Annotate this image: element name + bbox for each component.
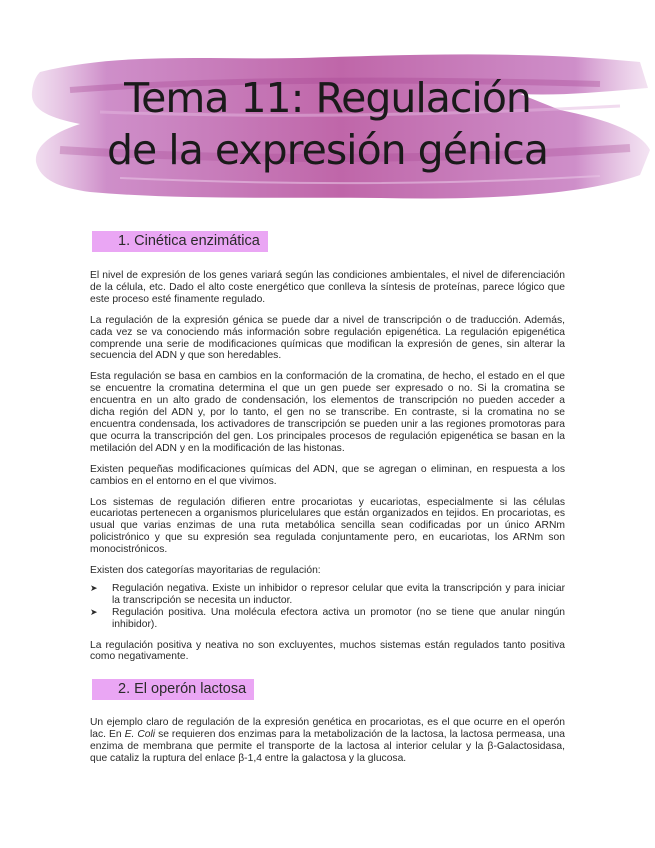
list-item xyxy=(90,583,565,607)
title-line-1: Tema 11: Regulación xyxy=(124,74,531,122)
page-title xyxy=(0,72,655,176)
list-item-text: Regulación negativa. Existe un inhibidor o represor celular que evita la transcripción y para iniciar la transcripción se necesita un inductor. xyxy=(112,582,565,606)
section-heading-1: 1. Cinética enzimática xyxy=(92,231,268,252)
paragraph: Los sistemas de regulación difieren entre procariotas y eucariotas, especialmente si las células eucariotas pertenecen a organismos pluricelulares que están organizados en tejidos. En procariotas, es usual que varias enzimas de una ruta metabólica sencilla sean codificadas por un único ARNm policistrónico y que su expresión sea regulada conjuntamente pero, en eucariotas, los ARNm son monocistrónicos. xyxy=(90,496,565,556)
paragraph-text: se requieren dos enzimas para la metabolización de la lactosa, la lactosa permeasa, una enzima de membrana que permite el transporte de la lactosa al interior celular y la β-Galactosidasa, que cataliz la ruptura del enlace β-1,4 entre la galactosa y la glucosa. xyxy=(90,728,566,764)
paragraph xyxy=(90,717,565,765)
list-item xyxy=(90,607,565,631)
paragraph: Existen pequeñas modificaciones químicas del ADN, que se agregan o eliminan, en respuesta a los cambios en el entorno en el que vivimos. xyxy=(90,463,565,487)
list-item-text: Regulación positiva. Una molécula efectora activa un promotor (no se tiene que anular ningún inhibidor). xyxy=(112,606,565,630)
paragraph: Esta regulación se basa en cambios en la conformación de la cromatina, de hecho, el estado en el que se encuentre la cromatina determina el que un gen puede ser expresado o no. Si la cromatina se encuentra en un alto grado de condensación, los elementos de transcripción no pueden acceder a dicha región del ADN y, por lo tanto, el gen no se transcribe. En contraste, si la cromatina no se encuentra condensada, los activadores de transcripción se pueden unir a las regiones promotoras para que ocurra la transcripción del gen. Los principales procesos de regulación epigenética se basan en la metilación del ADN y en la modificación de las histonas. xyxy=(90,371,565,454)
section-heading-2: 2. El operón lactosa xyxy=(92,679,254,700)
paragraph: Existen dos categorías mayoritarias de regulación: xyxy=(90,565,321,577)
paragraph: La regulación positiva y neativa no son excluyentes, muchos sistemas están regulados tanto positiva como negativamente. xyxy=(90,639,565,663)
section-2-body xyxy=(90,717,565,765)
title-line-2: de la expresión génica xyxy=(107,126,548,174)
paragraph-text: Un ejemplo claro de regulación de la expresión genética en procariotas, es el que ocurre en el operón lac. En xyxy=(90,717,565,740)
arrowhead-icon: ➤ xyxy=(90,582,98,593)
paragraph: El nivel de expresión de los genes variará según las condiciones ambientales, el nivel de diferenciación de la célula, etc. Dado el alto coste energético que conlleva la síntesis de proteínas, parece lógico que este proceso esté finamente regulado. xyxy=(90,270,565,305)
section-1-body xyxy=(90,270,565,663)
species-name: E. Coli xyxy=(124,728,156,740)
arrowhead-icon: ➤ xyxy=(90,606,98,617)
paragraph: La regulación de la expresión génica se puede dar a nivel de transcripción o de traducción. Además, cada vez se va conociendo más información sobre regulación epigenética. La regulación epigenética comprende una serie de modificaciones químicas que modifican la expresión de genes, sin alterar la secuencia del ADN y que son heredables. xyxy=(90,314,565,362)
